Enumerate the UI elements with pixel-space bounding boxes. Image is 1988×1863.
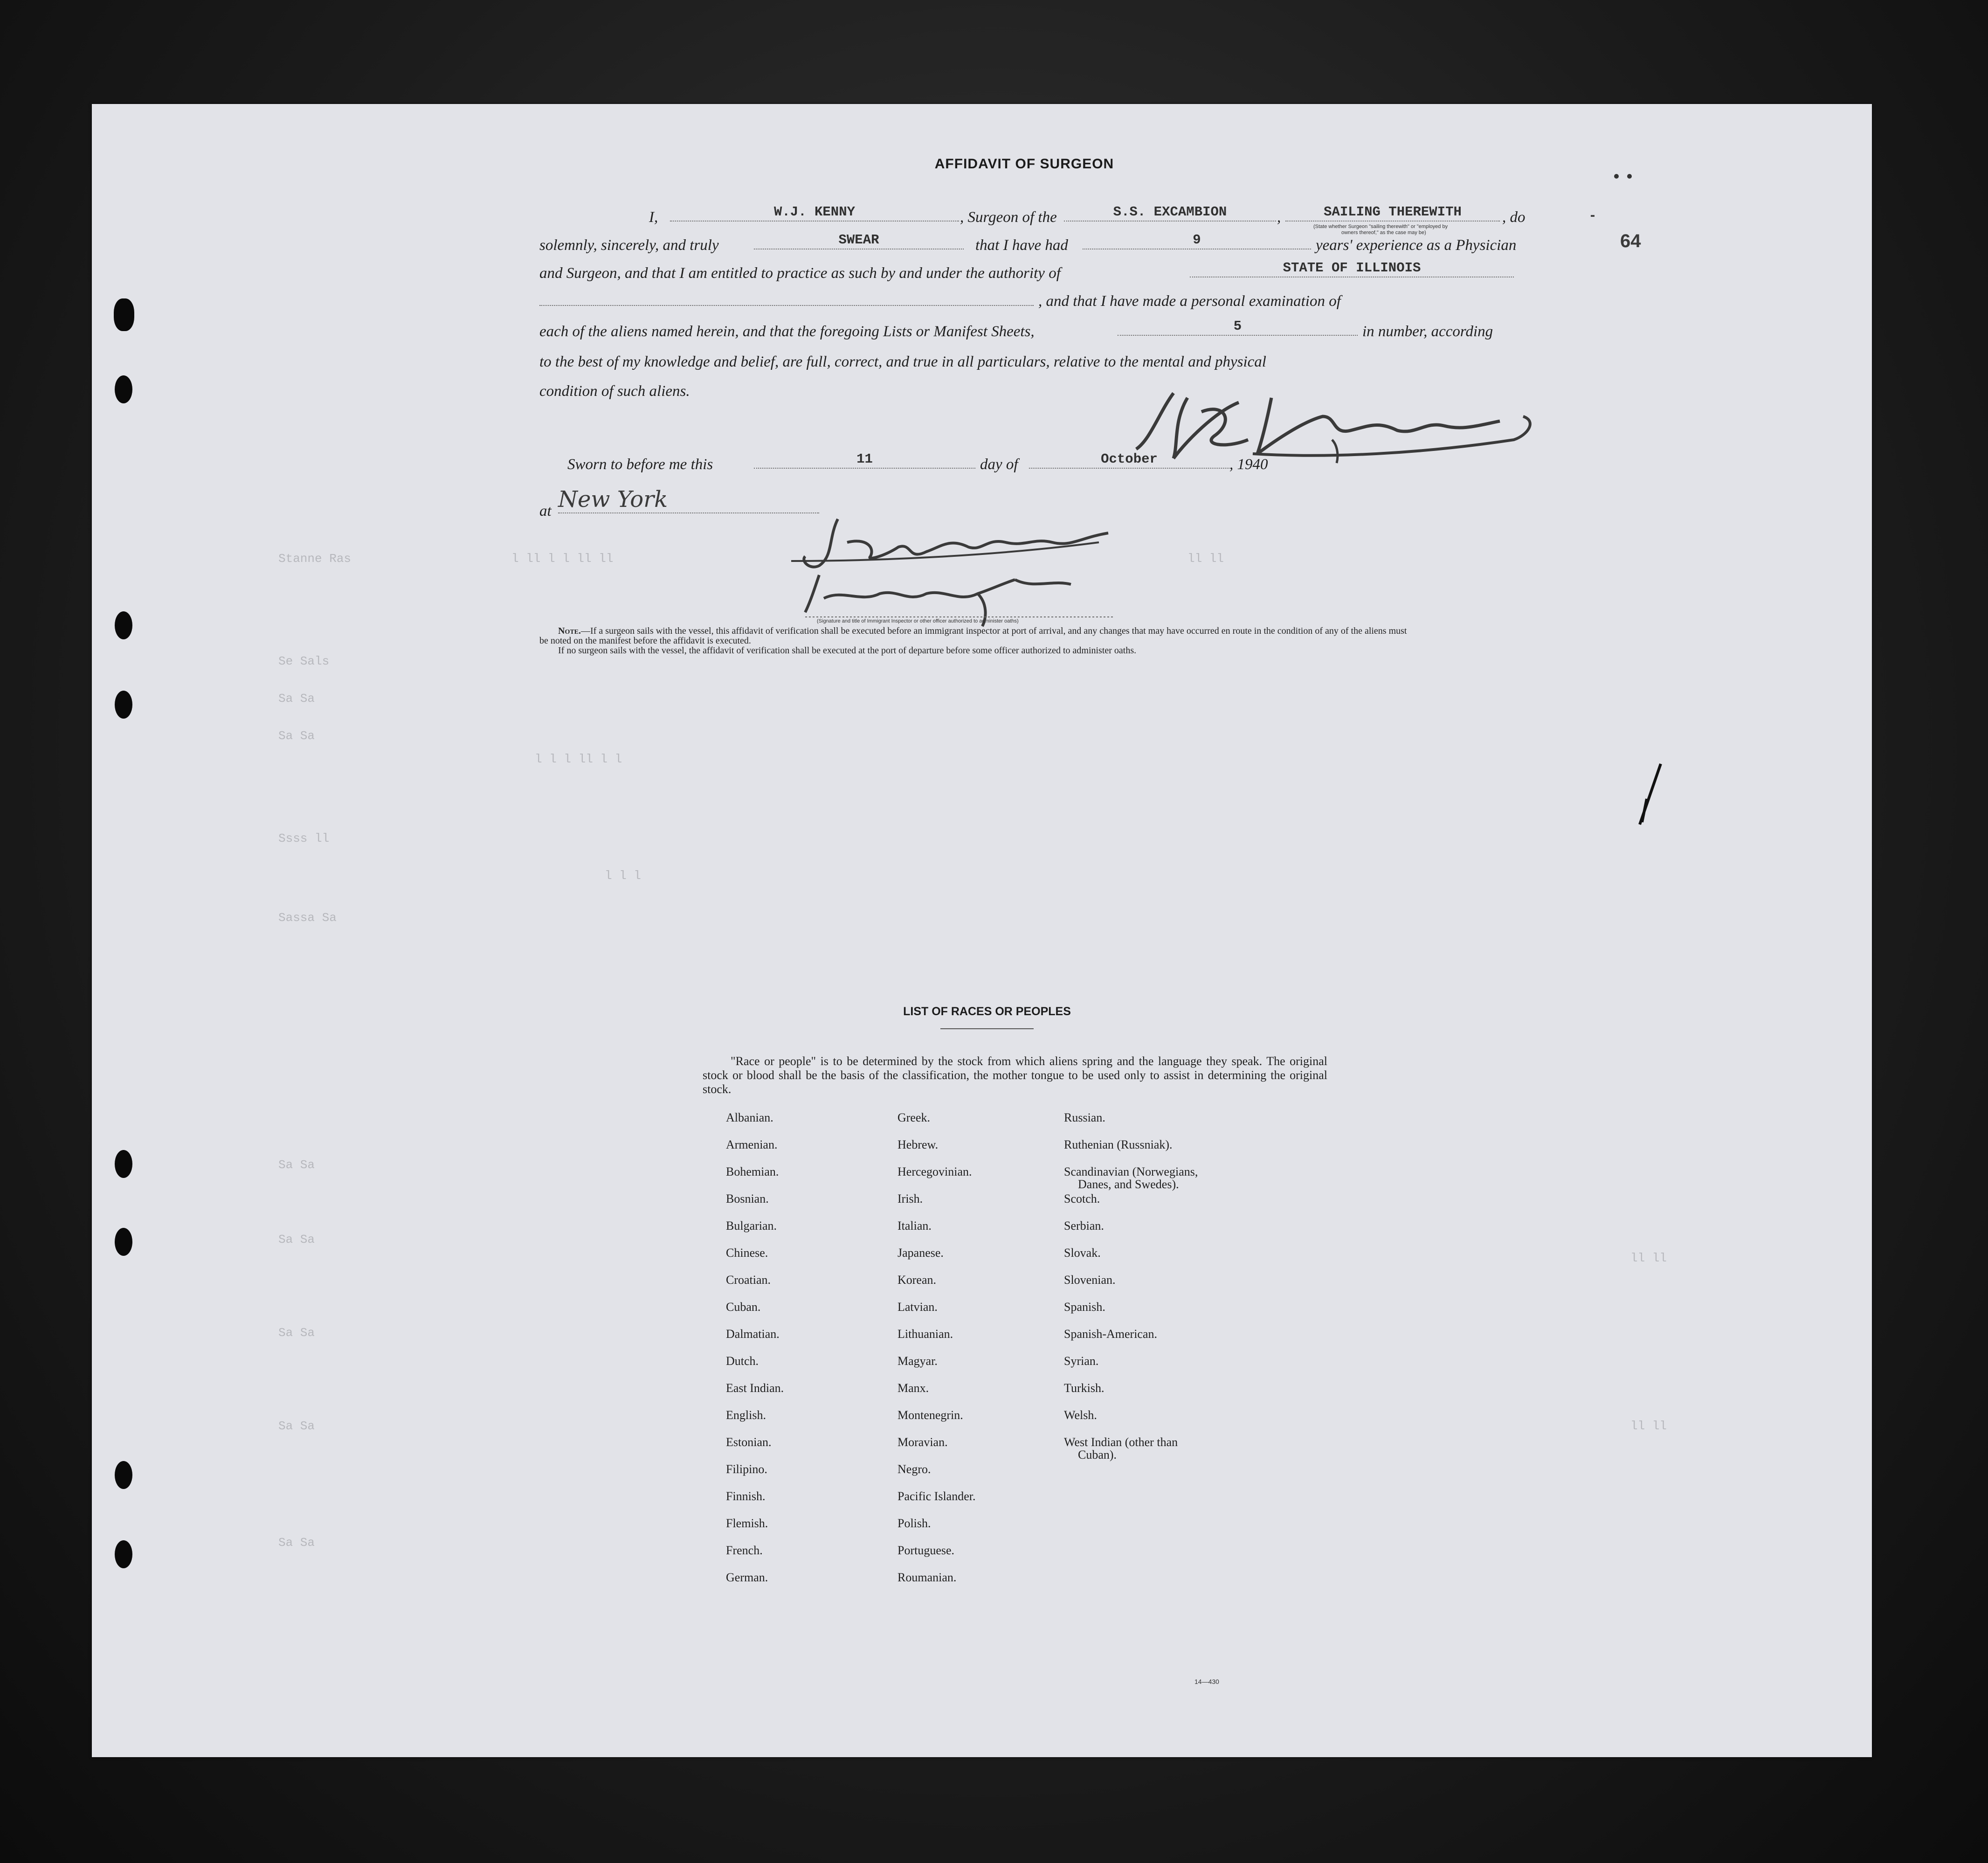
race-item: Pacific Islander. [897,1489,976,1503]
race-item: Estonian. [726,1435,772,1449]
bleed-through-text: l l l ll l l [535,752,622,766]
affidavit-title: AFFIDAVIT OF SURGEON [934,156,1114,172]
note-label: Note. [558,626,581,636]
race-item: Italian. [897,1219,932,1233]
race-item: East Indian. [726,1381,784,1395]
sailing-status-field: SAILING THEREWITH [1285,204,1500,222]
bleed-through-text: Sassa Sa [278,911,337,925]
bleed-through-text: l l l [605,869,642,883]
binder-hole [115,1150,132,1178]
races-title-rule [940,1028,1034,1029]
race-item: Armenian. [726,1138,778,1151]
race-item: Dalmatian. [726,1327,780,1341]
officer-signature [782,510,1146,631]
sworn-text: Sworn to before me this [567,456,713,473]
affidavit-text: I, [649,209,658,226]
bleed-through-text: ll ll [1187,552,1224,566]
affidavit-text: , Surgeon of the [960,209,1057,226]
race-item: Spanish-American. [1064,1327,1158,1341]
race-item: Moravian. [897,1435,948,1449]
race-item: Hebrew. [897,1138,939,1151]
race-item: Albanian. [726,1111,773,1124]
race-item: Bosnian. [726,1192,769,1205]
race-item: English. [726,1408,766,1422]
affidavit-text: each of the aliens named herein, and that the foregoing Lists or Manifest Sheets, [539,323,1035,340]
race-item: Welsh. [1064,1408,1097,1422]
race-item: Dutch. [726,1354,759,1368]
race-item: Scandinavian (Norwegians, [1064,1165,1198,1178]
bleed-through-text: Ssss ll [278,831,330,845]
race-item: Bohemian. [726,1165,779,1178]
bleed-through-text: ll ll [1630,1419,1667,1433]
bleed-through-text: Sa Sa [278,1158,315,1172]
race-item: Cuban). [1078,1448,1117,1461]
affidavit-text: to the best of my knowledge and belief, are full, correct, and true in all particulars, relative to the mental and physical [539,353,1266,370]
affidavit-text: in number, according [1362,323,1493,340]
form-number: 14—430 [1194,1678,1219,1685]
race-item: French. [726,1544,763,1557]
affidavit-text: , [1277,209,1281,226]
race-item: Spanish. [1064,1300,1105,1314]
race-item: Russian. [1064,1111,1105,1124]
sworn-month-field: October [1029,451,1229,469]
sailing-status-instruction: owners thereof," as the case may be) [1341,230,1426,235]
binder-hole [115,691,132,719]
race-item: Scotch. [1064,1192,1100,1205]
race-item: Montenegrin. [897,1408,963,1422]
binder-hole [115,1228,132,1256]
race-item: Negro. [897,1462,931,1476]
bleed-through-text: Sa Sa [278,1419,315,1433]
binder-hole [115,611,132,639]
surgeon-name-field: W.J. KENNY [670,204,959,222]
binder-hole [115,375,132,403]
race-item: Latvian. [897,1300,938,1314]
race-item: Portuguese. [897,1544,955,1557]
affidavit-text: that I have had [975,237,1068,254]
bleed-through-text: ll ll [1630,1251,1667,1265]
sworn-place: New York [558,486,819,513]
bleed-through-text: Sa Sa [278,1233,315,1247]
affidavit-note [539,626,1416,656]
sheet-count-field: 5 [1118,319,1358,336]
sworn-text: at [539,503,552,519]
years-field: 9 [1083,232,1311,249]
race-item: Chinese. [726,1246,768,1260]
race-item: Filipino. [726,1462,767,1476]
bleed-through-text: Se Sals [278,654,330,668]
race-item: Bulgarian. [726,1219,777,1233]
race-item: Japanese. [897,1246,944,1260]
bleed-through-text: l ll l l ll ll [511,552,614,566]
race-item: Hercegovinian. [897,1165,972,1178]
race-item: Ruthenian (Russniak). [1064,1138,1173,1151]
officer-caption: (Signature and title of Immigrant Inspector or other officer authorized to administer oaths) [817,618,1019,624]
race-item: Finnish. [726,1489,766,1503]
binder-hole [115,1540,132,1568]
binder-hole [115,1461,132,1489]
authority-continuation-field [539,288,1034,306]
race-item: Slovak. [1064,1246,1101,1260]
binder-hole [114,298,134,331]
ink-marks [1560,169,1840,962]
affidavit-text: , and that I have made a personal examination of [1038,293,1341,310]
note-text-second: If no surgeon sails with the vessel, the affidavit of verification shall be executed at the port of departure before some officer authorized to administer oaths. [558,645,1137,656]
affidavit-text: years' experience as a Physician [1316,237,1517,254]
note-text: —If a surgeon sails with the vessel, this affidavit of verification shall be executed before an immigrant inspector at port of arrival, and any changes that may have occurred en route in the condition of any of the aliens must be noted on the manifest before the affidavit is executed. [539,626,1407,646]
race-item: Slovenian. [1064,1273,1116,1287]
race-item: Manx. [897,1381,929,1395]
race-item: Serbian. [1064,1219,1104,1233]
affidavit-text: , do [1502,209,1526,226]
sheet-number: 64 [1620,231,1641,251]
race-item: Danes, and Swedes). [1078,1177,1179,1191]
race-item: Syrian. [1064,1354,1099,1368]
races-title: LIST OF RACES OR PEOPLES [903,1005,1071,1018]
bleed-through-text: Sa Sa [278,1536,315,1550]
race-item: Magyar. [897,1354,938,1368]
sworn-text: day of [980,456,1018,473]
race-item: German. [726,1571,768,1584]
bleed-through-text: Stanne Ras [278,552,352,566]
affidavit-text: condition of such aliens. [539,383,690,400]
sworn-year: , 1940 [1229,456,1268,473]
race-item: West Indian (other than [1064,1435,1178,1449]
race-item: Croatian. [726,1273,771,1287]
affidavit-text: and Surgeon, and that I am entitled to practice as such by and under the authority of [539,265,1061,282]
sailing-status-instruction: (State whether Surgeon "sailing therewith" or "employed by [1313,224,1448,229]
manifest-page [92,104,1872,1757]
bleed-through-text: Sa Sa [278,1326,315,1340]
races-intro: "Race or people" is to be determined by the stock from which aliens spring and the language they speak. The original stock or blood shall be the basis of the classification, the mother tongue to be used only to assist in determining the original stock. [703,1054,1327,1096]
race-item: Irish. [897,1192,923,1205]
race-item: Korean. [897,1273,937,1287]
affidavit-text: solemnly, sincerely, and truly [539,237,719,254]
race-item: Turkish. [1064,1381,1104,1395]
authority-field: STATE OF ILLINOIS [1190,260,1514,277]
race-item: Polish. [897,1517,931,1530]
race-item: Cuban. [726,1300,761,1314]
race-item: Flemish. [726,1517,768,1530]
oath-field: SWEAR [754,232,964,249]
vessel-name-field: S.S. EXCAMBION [1064,204,1276,222]
bleed-through-text: Sa Sa [278,729,315,743]
race-item: Greek. [897,1111,931,1124]
bleed-through-text: Sa Sa [278,692,315,706]
race-item: Lithuanian. [897,1327,953,1341]
race-item: Roumanian. [897,1571,957,1584]
sworn-day-field: 11 [754,451,975,469]
